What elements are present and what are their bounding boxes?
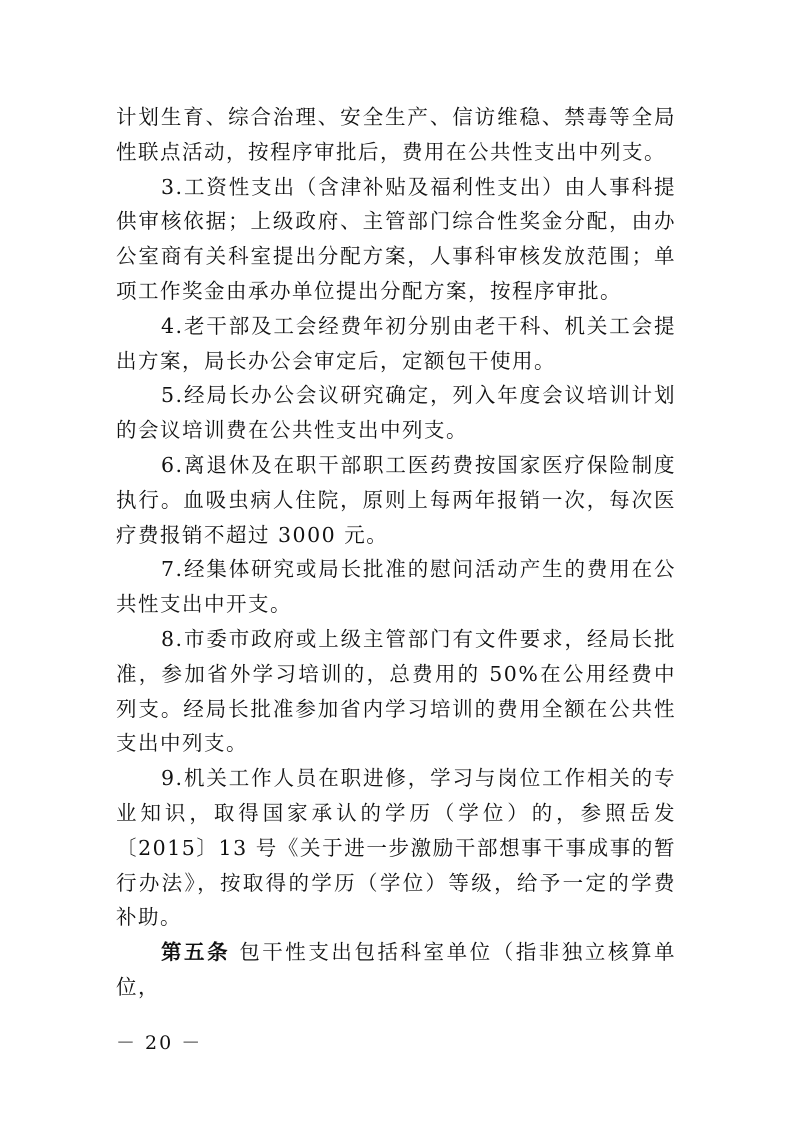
article-text: 包干性支出包括科室单位（指非独立核算单位， [116, 940, 677, 999]
paragraph-item-3: 3.工资性支出（含津补贴及福利性支出）由人事科提供审核依据；上级政府、主管部门综合性奖金分配，由办公室商有关科室提出分配方案，人事科审核发放范围；单项工作奖金由承办单位提出分配方案，按程序审批。 [116, 174, 676, 303]
paragraph-item-7: 7.经集体研究或局长批准的慰问活动产生的费用在公共性支出中开支。 [116, 557, 676, 617]
paragraph-item-4: 4.老干部及工会经费年初分别由老干科、机关工会提出方案，局长办公会审定后，定额包干使用。 [116, 313, 676, 373]
paragraph-item-6: 6.离退休及在职干部职工医药费按国家医疗保险制度执行。血吸虫病人住院，原则上每两年报销一次，每次医疗费报销不超过 3000 元。 [116, 452, 676, 547]
paragraph-item-5: 5.经局长办公会议研究确定，列入年度会议培训计划的会议培训费在公共性支出中列支。 [116, 383, 676, 443]
article-heading: 第五条 [161, 940, 231, 965]
paragraph-item-8: 8.市委市政府或上级主管部门有文件要求，经局长批准，参加省外学习培训的，总费用的 50%在公用经费中列支。经局长批准参加省内学习培训的费用全额在公共性支出中列支。 [116, 626, 676, 756]
paragraph-continuation: 计划生育、综合治理、安全生产、信访维稳、禁毒等全局性联点活动，按程序审批后，费用在公共性支出中列支。 [116, 105, 676, 164]
paragraph-item-9: 9.机关工作人员在职进修，学习与岗位工作相关的专业知识，取得国家承认的学历（学位）的，参照岳发〔2015〕13 号《关于进一步激励干部想事干事成事的暂行办法》，按取得的学历（学位）等级，给予一定的学费补助。 [116, 766, 676, 930]
page-number: － 20 － [116, 1032, 203, 1054]
paragraph-article-5 [116, 935, 676, 1005]
document-body [116, 100, 676, 1005]
